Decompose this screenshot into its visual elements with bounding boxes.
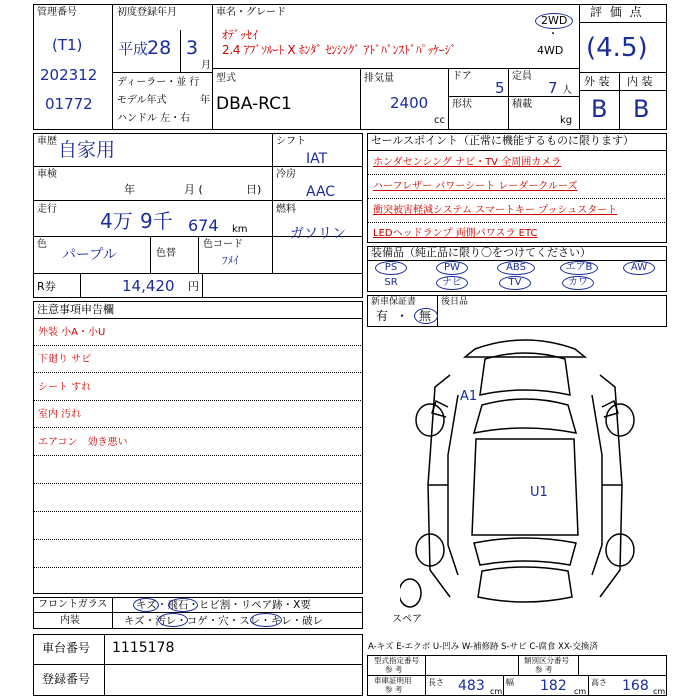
- door-value: 5: [495, 79, 505, 97]
- interior-rub-circle: [250, 613, 282, 627]
- mgmt-value-1: (T1): [52, 36, 83, 54]
- fuel-value: ガソリン: [290, 226, 346, 242]
- interior-value: B: [633, 95, 650, 123]
- interior-items: キズ・汚レ・コゲ・穴・スレ・キレ・破レ: [124, 615, 324, 627]
- width-unit: cm: [574, 687, 587, 696]
- first-reg-year: 28: [147, 37, 172, 59]
- mileage-man: 4万: [100, 209, 133, 233]
- warranty-yes: 有: [376, 309, 389, 323]
- drive-4wd: 4WD: [537, 44, 564, 57]
- model-year-unit: 年: [200, 95, 210, 106]
- color-value: パープル: [62, 247, 117, 263]
- note-line-4: 室内 汚れ: [38, 409, 82, 420]
- chassis-value: 1115178: [112, 640, 175, 656]
- reg-number-label: 登録番号: [42, 672, 91, 686]
- width-label: 幅: [506, 678, 514, 687]
- r-ticket-value: 14,420: [122, 277, 175, 295]
- color-code-label: 色コード: [203, 239, 243, 250]
- shift-label: シフト: [276, 136, 306, 147]
- displacement-unit: cc: [434, 115, 445, 126]
- front-glass-items: キズ・飛石・ヒビ割・リペア跡・X要: [136, 599, 311, 611]
- repaint-label: 色替: [156, 248, 176, 259]
- load-label: 積載: [512, 99, 532, 110]
- history-value: 自家用: [58, 139, 116, 161]
- drive-dot: ・: [548, 29, 558, 40]
- note-line-3: シート すれ: [38, 382, 92, 393]
- car-damage-diagram: [400, 335, 650, 625]
- drive-2wd: 2WD: [541, 14, 568, 27]
- equip-airbag: エアB: [565, 262, 593, 273]
- mileage-label: 走行: [37, 204, 57, 215]
- length-value: 483: [458, 678, 485, 694]
- damage-legend: A-キズ E-エクボ U-凹み W-補修跡 S-サビ C-腐食 XX-交換済: [368, 642, 598, 652]
- height-label: 高さ: [591, 678, 607, 687]
- displacement-value: 2400: [390, 94, 429, 112]
- car-name-line2: 2.4 ｱﾌﾞｿﾙｰﾄ X ﾎﾝﾀﾞ ｾﾝｼﾝｸﾞ ｱﾄﾞﾊﾞﾝｽﾄﾞﾊﾟｯｹｰｼﾞ: [222, 43, 457, 57]
- spare-label: スペア: [392, 614, 422, 625]
- height-value: 168: [622, 678, 649, 694]
- note-line-1: 外装 小A・小U: [38, 327, 106, 338]
- rating-label: 評 価 点: [590, 5, 644, 19]
- note-line-5: エアコン 効き悪い: [38, 437, 128, 448]
- equip-abs: ABS: [506, 262, 526, 273]
- warranty-no: 無: [419, 309, 432, 323]
- equip-pw: PW: [444, 262, 460, 273]
- length-unit: cm: [490, 687, 503, 696]
- note-line-2: 下廻り サビ: [38, 354, 92, 365]
- exterior-label: 外 装: [584, 75, 610, 88]
- first-reg-month-unit: 月: [201, 60, 211, 71]
- sales-point-2: ハーフレザー パワーシート レーダークルーズ: [373, 181, 578, 192]
- door-label: ドア: [452, 71, 472, 82]
- sales-point-3: 衝突被害軽減システム スマートキー プッシュスタート: [373, 205, 618, 216]
- notes-label: 注意事項申告欄: [37, 303, 114, 316]
- model-value: DBA-RC1: [216, 94, 292, 114]
- interior-dirt-circle: [158, 613, 188, 627]
- mgmt-value-2: 202312: [40, 66, 98, 84]
- equip-leather: カワ: [568, 277, 588, 288]
- dealer-label: ディーラー・並 行: [117, 77, 200, 88]
- ac-label: 冷房: [276, 169, 296, 180]
- length-label: 長さ: [428, 678, 444, 687]
- car-name-line1: ｵﾃﾞｯｾｲ: [222, 28, 259, 42]
- color-code-value: ﾌﾒｲ: [222, 254, 239, 267]
- chassis-label: 車台番号: [42, 641, 91, 655]
- equip-tv: TV: [508, 277, 522, 288]
- cert-label: 車庫証明用: [374, 676, 412, 685]
- capacity-unit: 人: [562, 85, 572, 96]
- load-unit: kg: [560, 115, 573, 126]
- rating-score: (4.5): [586, 33, 648, 63]
- inspection-label: 車検: [37, 169, 57, 180]
- damage-mark-a1: A1: [460, 389, 478, 404]
- equip-sr: SR: [384, 277, 398, 288]
- category-ref: 参 考: [535, 665, 553, 674]
- first-reg-era: 平成: [118, 40, 149, 58]
- mileage-sen: 9千: [140, 209, 173, 233]
- sales-point-1: ホンダセンシング ナビ・TV 全周囲カメラ: [373, 157, 562, 168]
- mileage-rest: 674: [188, 216, 219, 235]
- mgmt-value-3: 01772: [45, 95, 93, 113]
- interior-label: 内 装: [627, 75, 653, 88]
- first-reg-label: 初度登録年月: [117, 7, 177, 18]
- capacity-label: 定員: [512, 71, 532, 82]
- warranty-sep: ・: [396, 309, 409, 323]
- height-unit: cm: [653, 687, 666, 696]
- damage-mark-u1: U1: [530, 485, 548, 500]
- inspection-day: 日): [246, 183, 262, 196]
- shape-label: 形状: [452, 99, 472, 110]
- model-year-label: モデル年式: [117, 95, 167, 106]
- front-glass-label: フロントガラス: [38, 599, 108, 610]
- shift-value: IAT: [306, 151, 328, 167]
- inspection-month: 月 (: [184, 183, 203, 196]
- exterior-value: B: [591, 95, 608, 123]
- mileage-unit: km: [232, 224, 248, 235]
- fuel-label: 燃料: [276, 204, 296, 215]
- glass-scratch-circle: [133, 598, 159, 612]
- interior-items-label: 内装: [60, 615, 80, 626]
- mgmt-number-label: 管理番号: [37, 7, 77, 18]
- capacity-value: 7: [548, 79, 558, 97]
- r-ticket-unit: 円: [188, 280, 199, 293]
- cert-ref: 参 考: [385, 685, 403, 694]
- later-items-label: 後日品: [441, 297, 469, 307]
- handle-label: ハンドル 左・右: [117, 113, 191, 124]
- ac-value: AAC: [306, 184, 336, 200]
- sales-points-label: セールスポイント（正常に機能するものに限ります）: [371, 134, 635, 147]
- category-label: 類別区分番号: [524, 656, 569, 665]
- designation-ref: 参 考: [385, 665, 403, 674]
- displacement-label: 排気量: [364, 73, 394, 84]
- history-label: 車歴: [37, 136, 57, 147]
- equipment-label: 装備品（純正品に限り〇をつけてください）: [371, 246, 591, 259]
- designation-label: 型式指定番号: [374, 656, 419, 665]
- color-label: 色: [37, 239, 47, 250]
- sales-point-4: LEDヘッドランプ 両側パワスラ ETC: [373, 228, 538, 239]
- equip-aw: AW: [630, 262, 648, 273]
- warranty-label: 新車保証書: [371, 297, 417, 307]
- inspection-year: 年: [124, 183, 135, 196]
- glass-chip-circle: [168, 598, 198, 612]
- equip-navi: ナビ: [442, 277, 462, 288]
- model-label: 型式: [216, 73, 236, 84]
- first-reg-month: 3: [186, 37, 199, 59]
- r-ticket-label: R券: [37, 280, 56, 293]
- car-name-label: 車名・グレード: [216, 7, 286, 18]
- width-value: 182: [540, 678, 567, 694]
- equip-ps: PS: [384, 262, 398, 273]
